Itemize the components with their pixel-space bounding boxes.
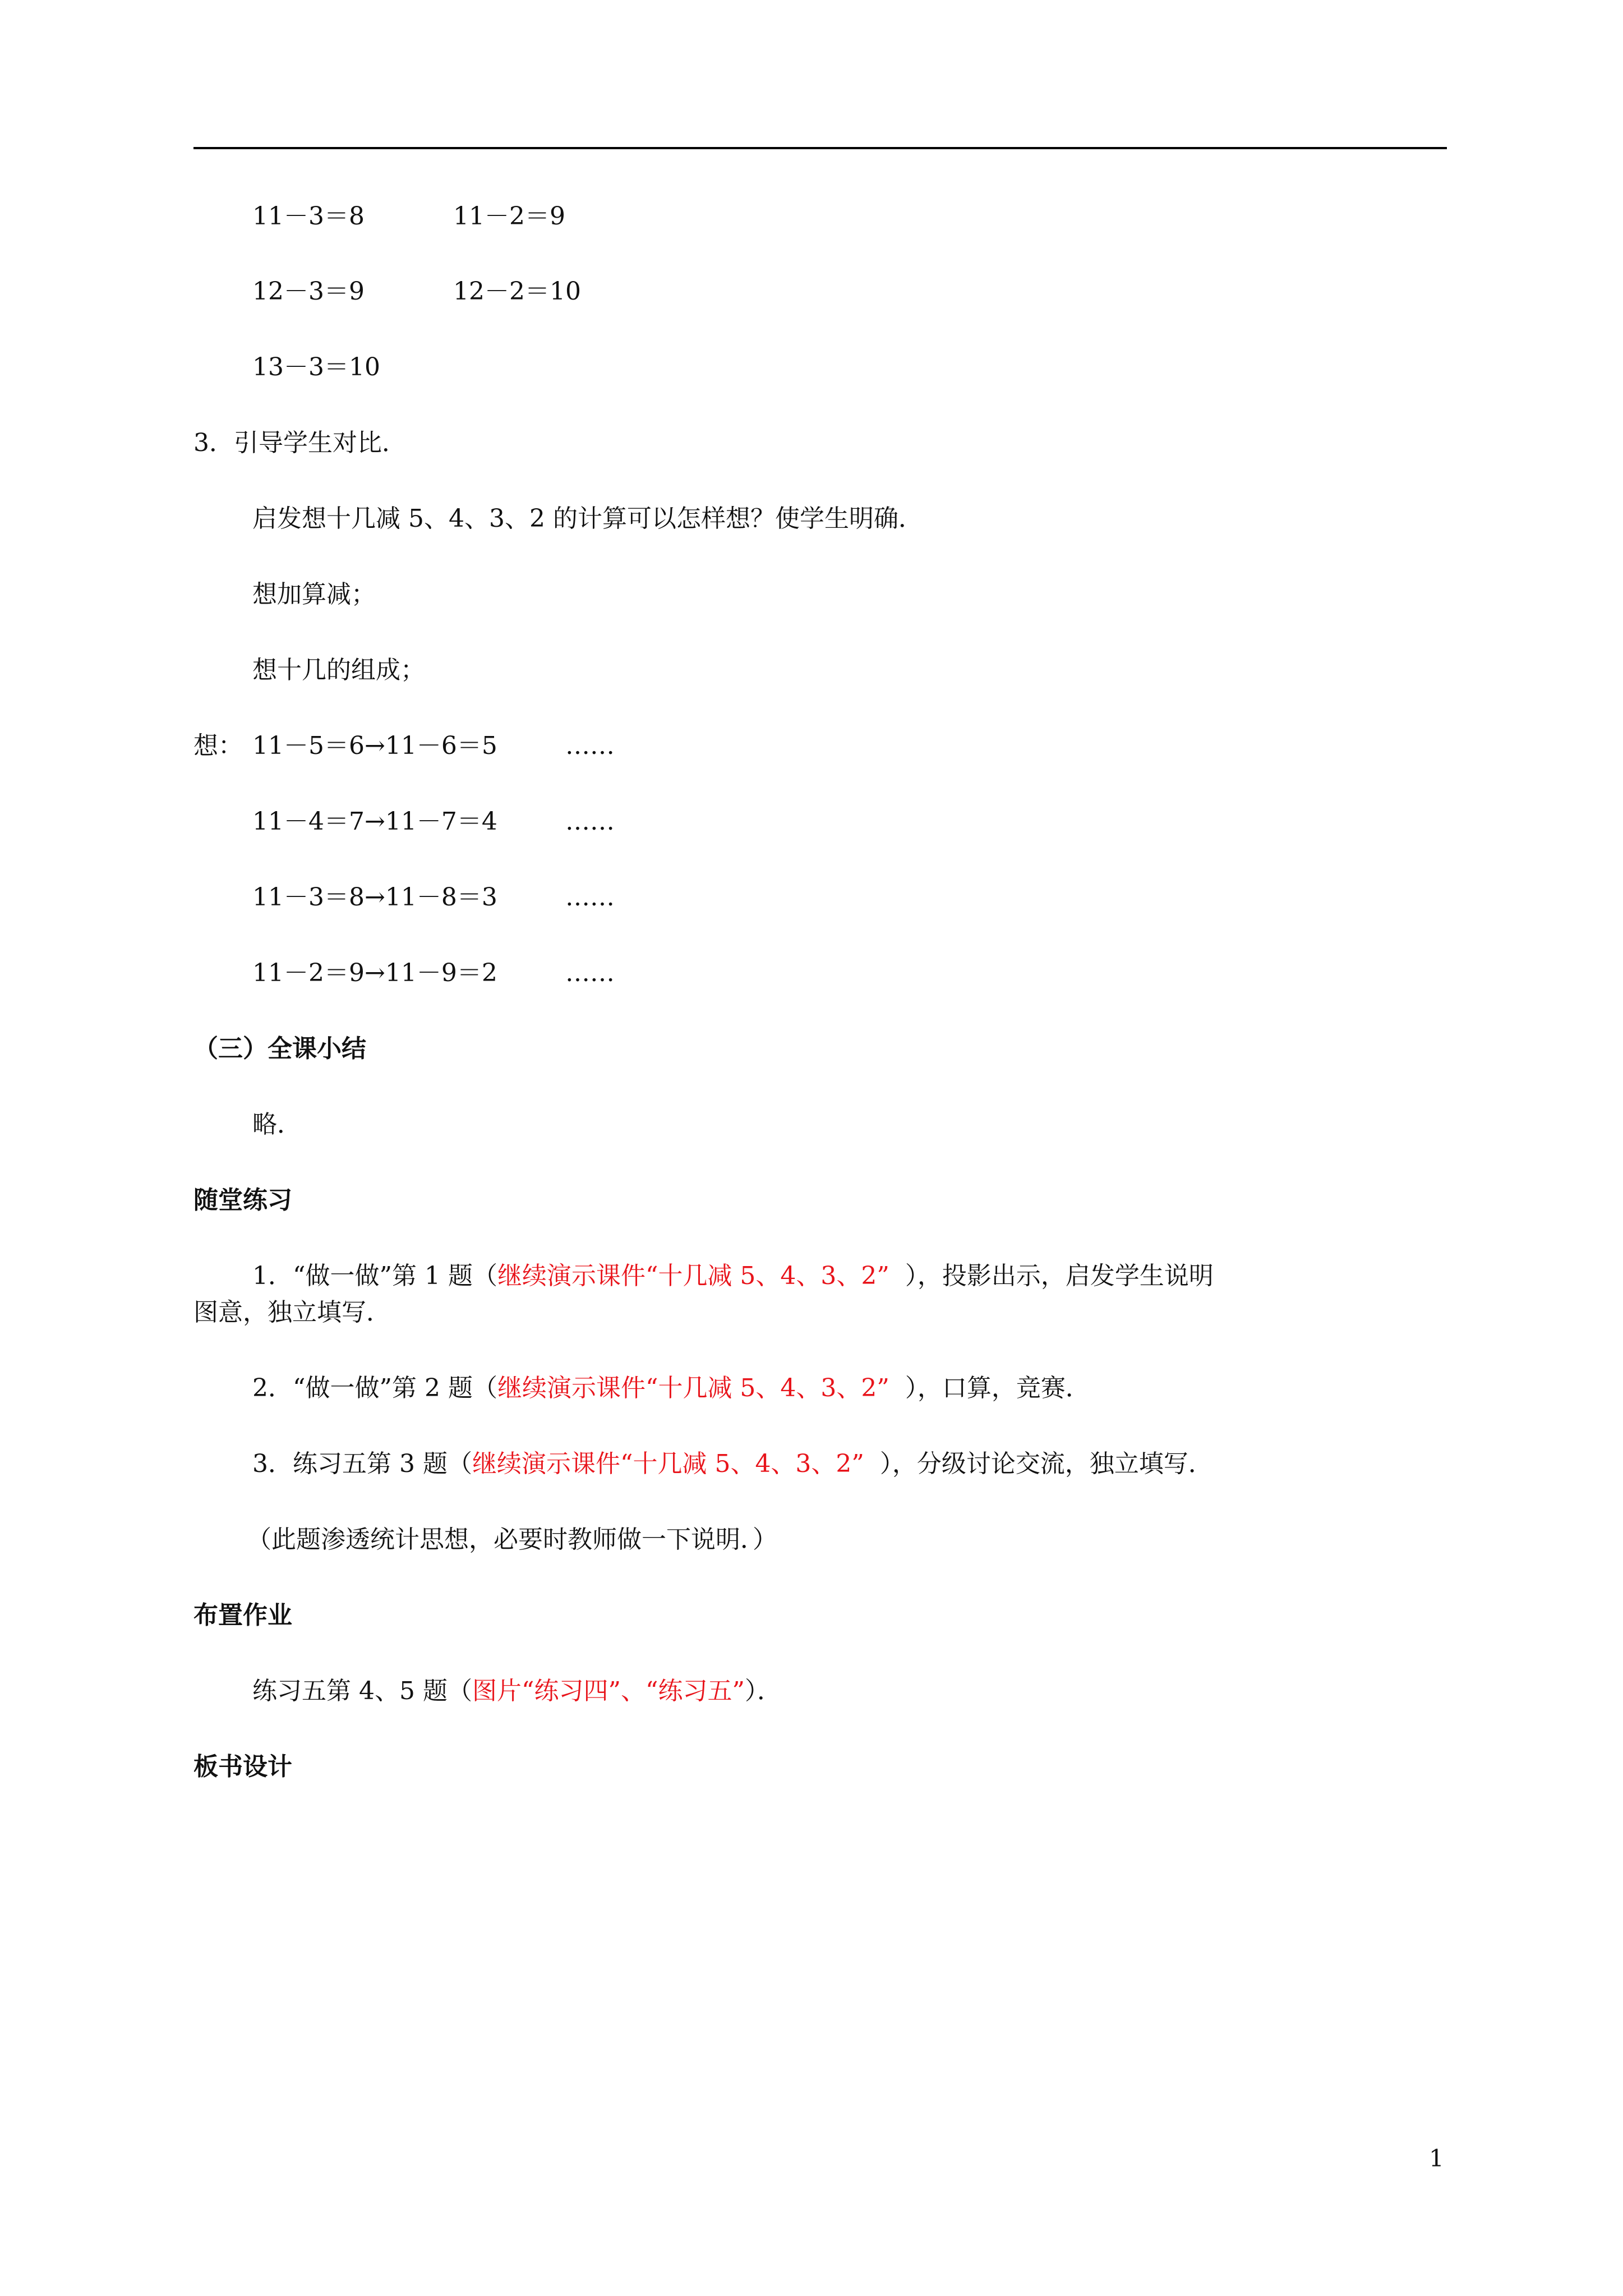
equation: 11－3＝8 [252, 202, 365, 231]
paragraph: 略． [252, 1110, 302, 1139]
equation: 13－3＝10 [252, 353, 380, 381]
equation: 11－2＝9 [453, 202, 565, 231]
ellipsis: …… [565, 731, 615, 760]
picture-link: 图片“练习四”、“练习五” [472, 1677, 745, 1705]
section-heading: 布置作业 [193, 1601, 292, 1630]
homework-item [252, 1674, 782, 1708]
section-heading: 板书设计 [193, 1752, 292, 1781]
think-equation: 11－3＝8→11－8＝3 [252, 883, 497, 912]
section-heading: （三）全课小结 [193, 1034, 366, 1063]
ellipsis: …… [565, 883, 615, 912]
text: ），分级讨论交流，独立填写． [864, 1450, 1213, 1478]
paragraph: 想十几的组成； [252, 656, 425, 684]
practice-item [252, 1259, 1214, 1293]
section-heading: 随堂练习 [193, 1186, 292, 1214]
text: 3．练习五第 3 题（ [252, 1450, 472, 1478]
text: ），口算，竞赛． [889, 1374, 1090, 1402]
think-equation: 11－4＝7→11－7＝4 [252, 807, 497, 836]
header-rule [193, 147, 1447, 149]
think-equation: 11－5＝6→11－6＝5 [252, 731, 497, 760]
text: 1．“做一做”第 1 题（ [252, 1262, 497, 1290]
courseware-link: 继续演示课件“十几减 5、4、3、2” [497, 1262, 889, 1290]
practice-note: （此题渗透统计思想，必要时教师做一下说明．） [247, 1525, 777, 1554]
ellipsis: …… [565, 807, 615, 836]
paragraph: 想加算减； [252, 580, 376, 609]
practice-item-continuation: 图意，独立填写． [193, 1298, 391, 1327]
page-number: 1 [1429, 2145, 1444, 2172]
ellipsis: …… [565, 959, 615, 987]
text: 练习五第 4、5 题（ [252, 1677, 472, 1705]
paragraph: 启发想十几减 5、4、3、2 的计算可以怎样想？使学生明确． [252, 504, 923, 533]
step-heading: 3．引导学生对比． [193, 429, 407, 457]
text: ）． [744, 1677, 782, 1705]
think-equation: 11－2＝9→11－9＝2 [252, 959, 497, 987]
equation: 12－3＝9 [252, 277, 365, 306]
practice-item [252, 1372, 1090, 1405]
practice-item [252, 1447, 1213, 1481]
courseware-link: 继续演示课件“十几减 5、4、3、2” [497, 1374, 889, 1402]
courseware-link: 继续演示课件“十几减 5、4、3、2” [472, 1450, 864, 1478]
text: 2．“做一做”第 2 题（ [252, 1374, 497, 1402]
equation: 12－2＝10 [453, 277, 581, 306]
think-label: 想： [193, 731, 243, 760]
text: ），投影出示，启发学生说明 [889, 1262, 1214, 1290]
